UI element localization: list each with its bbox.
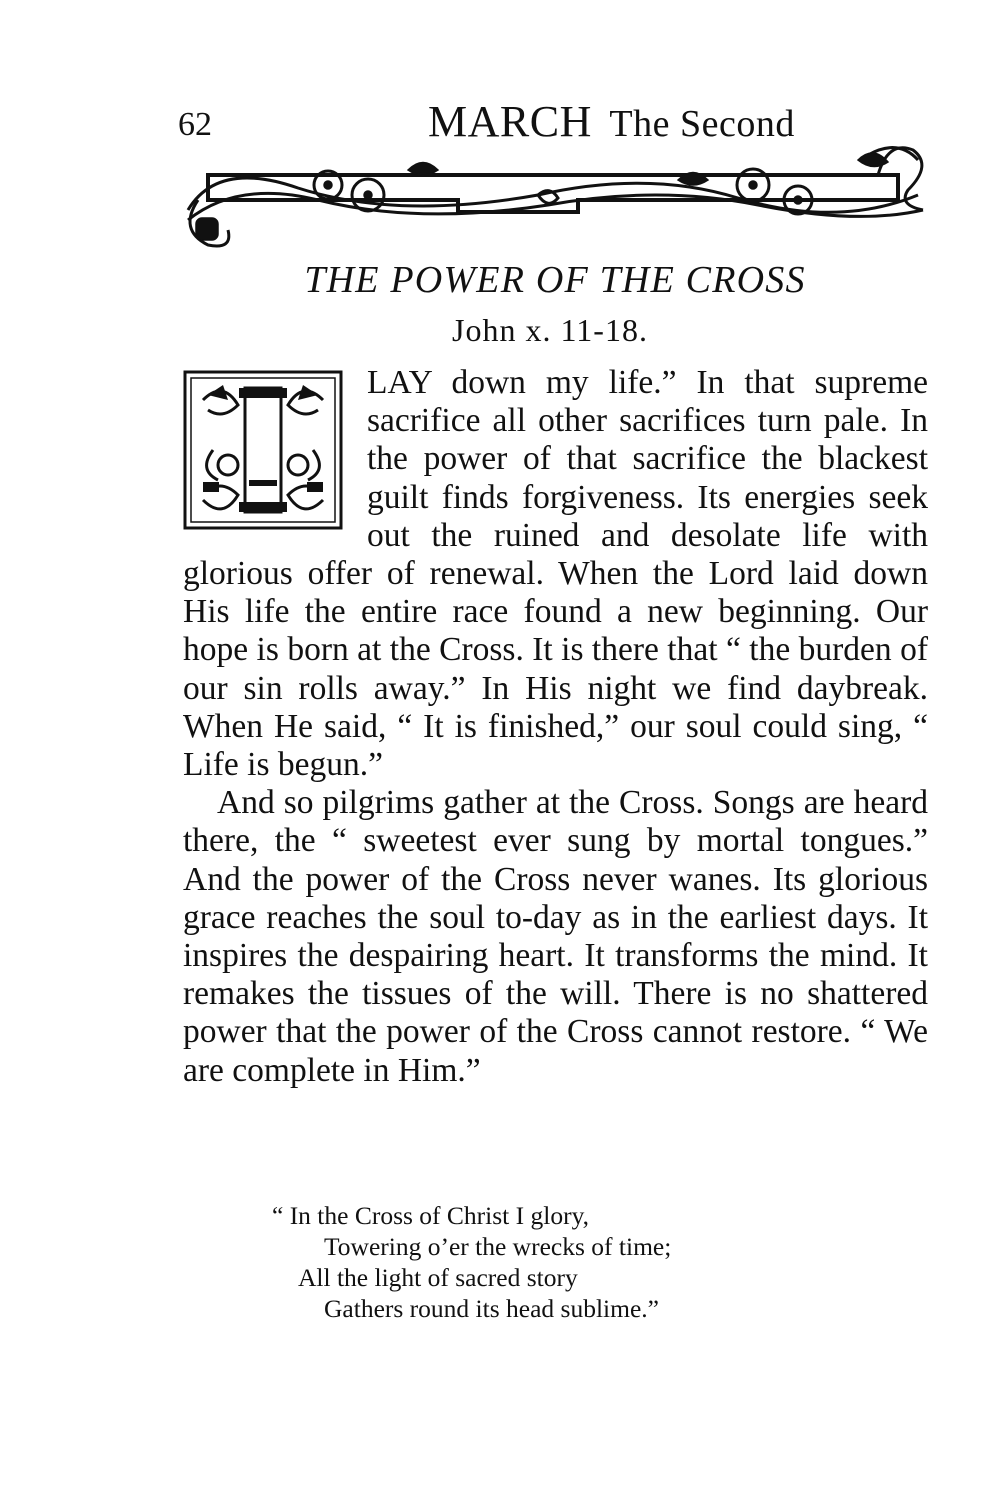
paragraph: And so pilgrims gather at the Cross. Songs are heard there, the “ sweetest ever sung by mortal tongues.” And the power of the Cross never wanes. Its glorious grace reaches the soul to-day as in the earliest days. It inspires the despairing heart. It transforms the mind. It remakes the tissues of the will. There is no shattered power that the power of the Cross cannot restore. “ We are complete in Him.” [183, 784, 928, 1089]
reading-title: THE POWER OF THE CROSS [304, 259, 806, 301]
day: The Second [609, 103, 795, 145]
scripture-reference: John x. 11-18. [452, 312, 648, 348]
poem-line: Gathers round its head sublime.” [324, 1294, 659, 1323]
poem-line: All the light of sacred story [298, 1263, 578, 1292]
paragraph: LAY down my life.” In that supreme sacrifice all other sacrifices turn pale. In the power of that sacrifice the blackest guilt finds forgiveness. Its energies seek out the ruined and desolate life with glorious offer of renewal. When the Lord laid down His life the entire race found a new beginning. Our hope is born at the Cross. It is there that “ the burden of our sin rolls away.” In His night we find daybreak. When He said, “ It is finished,” our soul could sing, “ Life is begun.” [183, 364, 928, 784]
poem-line: Towering o’er the wrecks of time; [324, 1232, 672, 1261]
poem-quotation [272, 1200, 671, 1324]
page-number: 62 [178, 106, 212, 143]
month: MARCH [428, 97, 592, 146]
floral-ornament-icon [178, 140, 928, 260]
poem-line: “ In the Cross of Christ I glory, [272, 1201, 590, 1230]
reading-body [183, 364, 928, 1090]
